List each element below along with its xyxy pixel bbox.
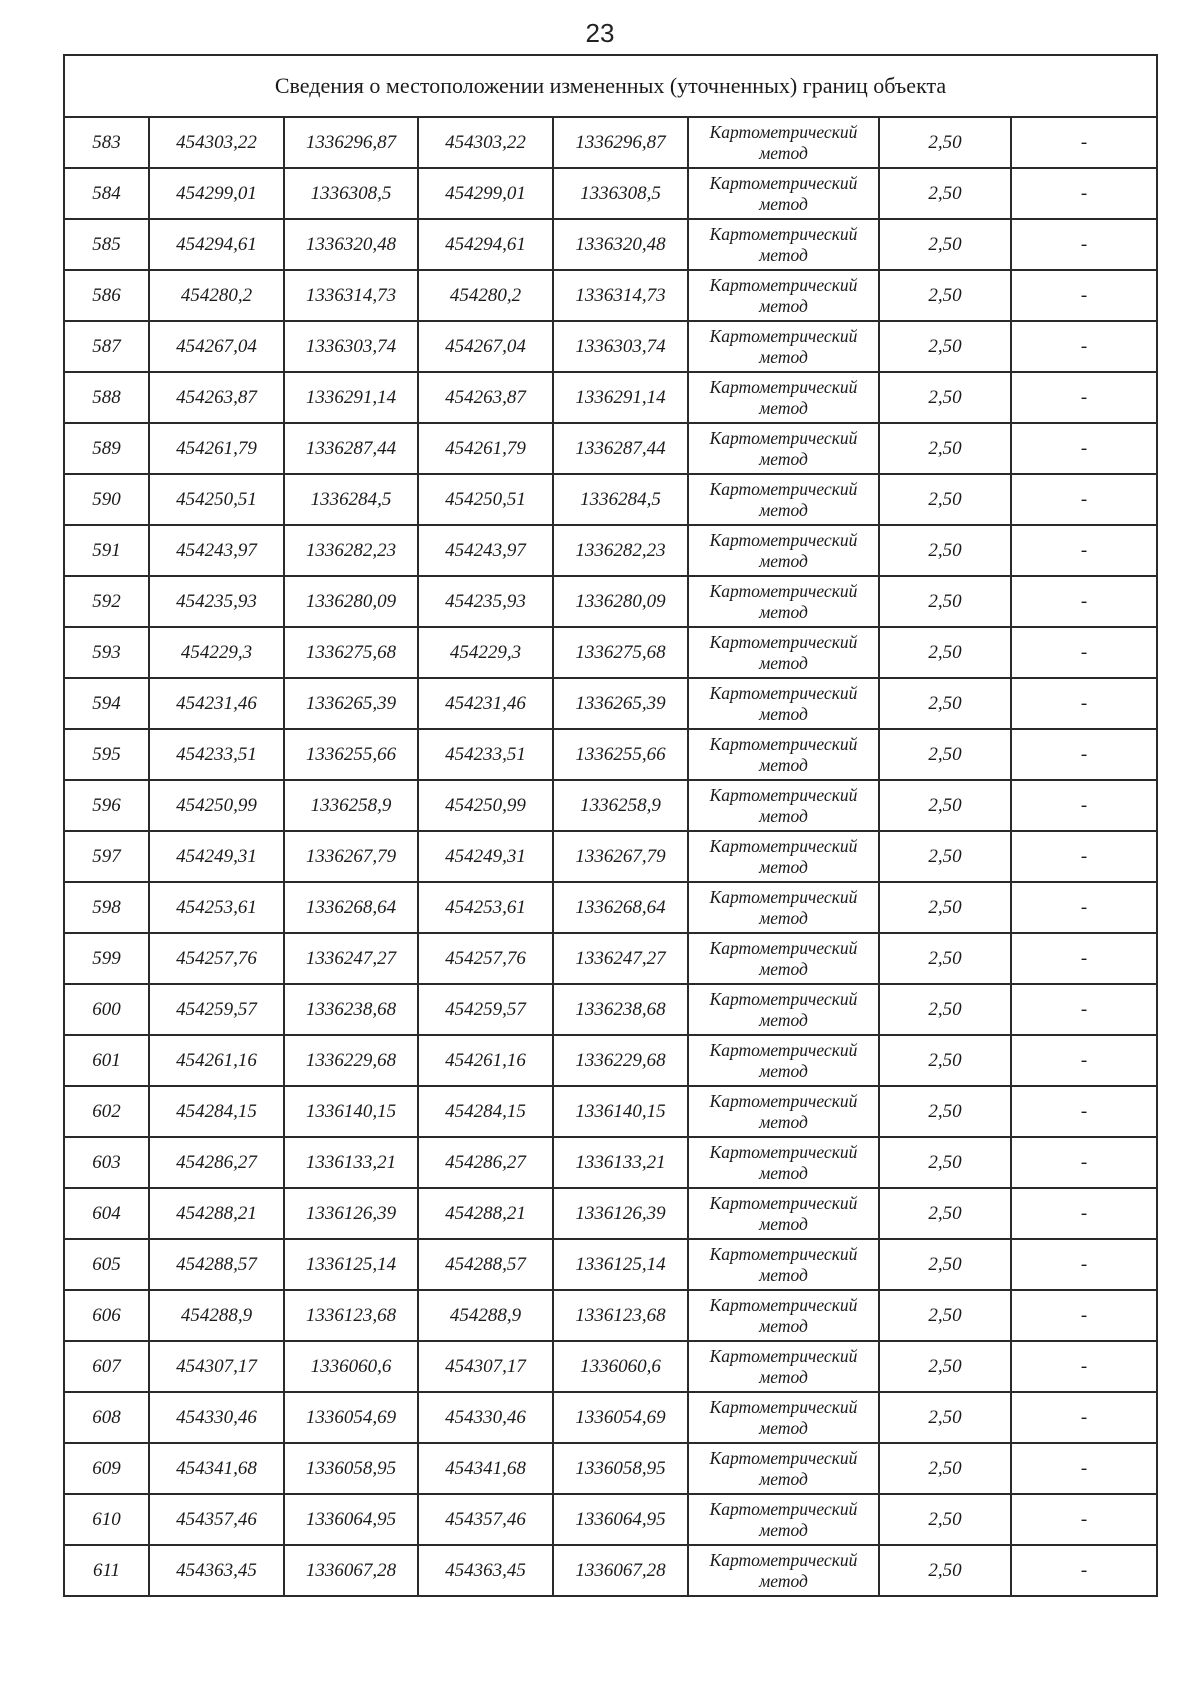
method-cell: Картометрический метод — [688, 372, 879, 423]
point-number-cell: 595 — [64, 729, 149, 780]
point-number-cell: 604 — [64, 1188, 149, 1239]
method-cell: Картометрический метод — [688, 576, 879, 627]
refined-x-cell: 454341,68 — [418, 1443, 553, 1494]
point-number-cell: 606 — [64, 1290, 149, 1341]
existing-x-cell: 454288,21 — [149, 1188, 284, 1239]
existing-y-cell: 1336067,28 — [284, 1545, 418, 1596]
refined-x-cell: 454250,51 — [418, 474, 553, 525]
point-number-cell: 600 — [64, 984, 149, 1035]
accuracy-cell: 2,50 — [879, 831, 1011, 882]
method-cell: Картометрический метод — [688, 1443, 879, 1494]
accuracy-cell: 2,50 — [879, 525, 1011, 576]
point-number-cell: 591 — [64, 525, 149, 576]
table-body — [64, 117, 1157, 1596]
note-cell: - — [1011, 780, 1157, 831]
point-number-cell: 597 — [64, 831, 149, 882]
refined-y-cell: 1336275,68 — [553, 627, 688, 678]
note-cell: - — [1011, 270, 1157, 321]
existing-y-cell: 1336282,23 — [284, 525, 418, 576]
accuracy-cell: 2,50 — [879, 678, 1011, 729]
method-cell: Картометрический метод — [688, 525, 879, 576]
method-cell: Картометрический метод — [688, 168, 879, 219]
note-cell: - — [1011, 1494, 1157, 1545]
note-cell: - — [1011, 525, 1157, 576]
refined-y-cell: 1336229,68 — [553, 1035, 688, 1086]
point-number-cell: 596 — [64, 780, 149, 831]
table-row — [64, 270, 1157, 321]
boundary-coordinates-table — [63, 54, 1158, 1597]
existing-x-cell: 454357,46 — [149, 1494, 284, 1545]
existing-y-cell: 1336287,44 — [284, 423, 418, 474]
existing-x-cell: 454307,17 — [149, 1341, 284, 1392]
refined-y-cell: 1336280,09 — [553, 576, 688, 627]
existing-x-cell: 454249,31 — [149, 831, 284, 882]
refined-x-cell: 454263,87 — [418, 372, 553, 423]
existing-x-cell: 454288,57 — [149, 1239, 284, 1290]
method-cell: Картометрический метод — [688, 1086, 879, 1137]
note-cell: - — [1011, 678, 1157, 729]
existing-y-cell: 1336058,95 — [284, 1443, 418, 1494]
table-row — [64, 525, 1157, 576]
method-cell: Картометрический метод — [688, 117, 879, 168]
refined-y-cell: 1336255,66 — [553, 729, 688, 780]
refined-x-cell: 454284,15 — [418, 1086, 553, 1137]
existing-x-cell: 454284,15 — [149, 1086, 284, 1137]
refined-x-cell: 454231,46 — [418, 678, 553, 729]
existing-x-cell: 454341,68 — [149, 1443, 284, 1494]
existing-x-cell: 454243,97 — [149, 525, 284, 576]
note-cell: - — [1011, 423, 1157, 474]
accuracy-cell: 2,50 — [879, 1137, 1011, 1188]
accuracy-cell: 2,50 — [879, 321, 1011, 372]
refined-x-cell: 454261,79 — [418, 423, 553, 474]
note-cell: - — [1011, 729, 1157, 780]
method-cell: Картометрический метод — [688, 474, 879, 525]
existing-y-cell: 1336064,95 — [284, 1494, 418, 1545]
refined-y-cell: 1336284,5 — [553, 474, 688, 525]
point-number-cell: 587 — [64, 321, 149, 372]
accuracy-cell: 2,50 — [879, 117, 1011, 168]
note-cell: - — [1011, 1239, 1157, 1290]
method-cell: Картометрический метод — [688, 984, 879, 1035]
refined-y-cell: 1336303,74 — [553, 321, 688, 372]
refined-y-cell: 1336060,6 — [553, 1341, 688, 1392]
existing-x-cell: 454280,2 — [149, 270, 284, 321]
table-row — [64, 1086, 1157, 1137]
note-cell: - — [1011, 1137, 1157, 1188]
method-cell: Картометрический метод — [688, 1341, 879, 1392]
refined-y-cell: 1336287,44 — [553, 423, 688, 474]
refined-y-cell: 1336320,48 — [553, 219, 688, 270]
accuracy-cell: 2,50 — [879, 168, 1011, 219]
refined-x-cell: 454330,46 — [418, 1392, 553, 1443]
refined-y-cell: 1336054,69 — [553, 1392, 688, 1443]
existing-y-cell: 1336258,9 — [284, 780, 418, 831]
existing-y-cell: 1336125,14 — [284, 1239, 418, 1290]
method-cell: Картометрический метод — [688, 1545, 879, 1596]
method-cell: Картометрический метод — [688, 1290, 879, 1341]
method-cell: Картометрический метод — [688, 321, 879, 372]
point-number-cell: 598 — [64, 882, 149, 933]
note-cell: - — [1011, 321, 1157, 372]
method-cell: Картометрический метод — [688, 1188, 879, 1239]
existing-x-cell: 454257,76 — [149, 933, 284, 984]
table-row — [64, 1545, 1157, 1596]
refined-y-cell: 1336140,15 — [553, 1086, 688, 1137]
accuracy-cell: 2,50 — [879, 270, 1011, 321]
refined-x-cell: 454233,51 — [418, 729, 553, 780]
refined-y-cell: 1336064,95 — [553, 1494, 688, 1545]
note-cell: - — [1011, 933, 1157, 984]
existing-y-cell: 1336238,68 — [284, 984, 418, 1035]
existing-y-cell: 1336054,69 — [284, 1392, 418, 1443]
existing-x-cell: 454261,79 — [149, 423, 284, 474]
existing-y-cell: 1336229,68 — [284, 1035, 418, 1086]
existing-x-cell: 454250,51 — [149, 474, 284, 525]
refined-y-cell: 1336133,21 — [553, 1137, 688, 1188]
refined-y-cell: 1336058,95 — [553, 1443, 688, 1494]
table-row — [64, 219, 1157, 270]
existing-x-cell: 454235,93 — [149, 576, 284, 627]
accuracy-cell: 2,50 — [879, 219, 1011, 270]
point-number-cell: 584 — [64, 168, 149, 219]
point-number-cell: 599 — [64, 933, 149, 984]
note-cell: - — [1011, 168, 1157, 219]
accuracy-cell: 2,50 — [879, 1086, 1011, 1137]
existing-y-cell: 1336303,74 — [284, 321, 418, 372]
existing-x-cell: 454233,51 — [149, 729, 284, 780]
accuracy-cell: 2,50 — [879, 984, 1011, 1035]
refined-y-cell: 1336125,14 — [553, 1239, 688, 1290]
note-cell: - — [1011, 984, 1157, 1035]
refined-x-cell: 454307,17 — [418, 1341, 553, 1392]
existing-y-cell: 1336314,73 — [284, 270, 418, 321]
point-number-cell: 609 — [64, 1443, 149, 1494]
table-row — [64, 1137, 1157, 1188]
existing-x-cell: 454250,99 — [149, 780, 284, 831]
method-cell: Картометрический метод — [688, 627, 879, 678]
accuracy-cell: 2,50 — [879, 1341, 1011, 1392]
table-row — [64, 678, 1157, 729]
note-cell: - — [1011, 1188, 1157, 1239]
refined-x-cell: 454243,97 — [418, 525, 553, 576]
note-cell: - — [1011, 372, 1157, 423]
refined-y-cell: 1336067,28 — [553, 1545, 688, 1596]
table-row — [64, 321, 1157, 372]
note-cell: - — [1011, 1290, 1157, 1341]
refined-x-cell: 454250,99 — [418, 780, 553, 831]
refined-x-cell: 454303,22 — [418, 117, 553, 168]
existing-y-cell: 1336247,27 — [284, 933, 418, 984]
refined-x-cell: 454286,27 — [418, 1137, 553, 1188]
existing-y-cell: 1336275,68 — [284, 627, 418, 678]
refined-y-cell: 1336308,5 — [553, 168, 688, 219]
refined-y-cell: 1336126,39 — [553, 1188, 688, 1239]
point-number-cell: 593 — [64, 627, 149, 678]
table-row — [64, 372, 1157, 423]
existing-y-cell: 1336255,66 — [284, 729, 418, 780]
point-number-cell: 594 — [64, 678, 149, 729]
method-cell: Картометрический метод — [688, 882, 879, 933]
refined-y-cell: 1336282,23 — [553, 525, 688, 576]
existing-x-cell: 454231,46 — [149, 678, 284, 729]
table-row — [64, 423, 1157, 474]
point-number-cell: 589 — [64, 423, 149, 474]
point-number-cell: 586 — [64, 270, 149, 321]
table-row — [64, 831, 1157, 882]
refined-x-cell: 454357,46 — [418, 1494, 553, 1545]
point-number-cell: 601 — [64, 1035, 149, 1086]
table-row — [64, 729, 1157, 780]
note-cell: - — [1011, 474, 1157, 525]
note-cell: - — [1011, 1341, 1157, 1392]
accuracy-cell: 2,50 — [879, 1188, 1011, 1239]
table-row — [64, 1392, 1157, 1443]
existing-x-cell: 454288,9 — [149, 1290, 284, 1341]
refined-y-cell: 1336314,73 — [553, 270, 688, 321]
existing-x-cell: 454363,45 — [149, 1545, 284, 1596]
existing-y-cell: 1336060,6 — [284, 1341, 418, 1392]
existing-x-cell: 454294,61 — [149, 219, 284, 270]
table-row — [64, 1494, 1157, 1545]
accuracy-cell: 2,50 — [879, 1035, 1011, 1086]
method-cell: Картометрический метод — [688, 423, 879, 474]
note-cell: - — [1011, 1392, 1157, 1443]
method-cell: Картометрический метод — [688, 729, 879, 780]
point-number-cell: 603 — [64, 1137, 149, 1188]
refined-y-cell: 1336291,14 — [553, 372, 688, 423]
existing-y-cell: 1336308,5 — [284, 168, 418, 219]
note-cell: - — [1011, 882, 1157, 933]
table-title: Сведения о местоположении измененных (уточненных) границ объекта — [64, 55, 1157, 117]
accuracy-cell: 2,50 — [879, 933, 1011, 984]
existing-x-cell: 454261,16 — [149, 1035, 284, 1086]
refined-y-cell: 1336265,39 — [553, 678, 688, 729]
table-row — [64, 117, 1157, 168]
table-row — [64, 1188, 1157, 1239]
existing-y-cell: 1336126,39 — [284, 1188, 418, 1239]
accuracy-cell: 2,50 — [879, 576, 1011, 627]
existing-x-cell: 454253,61 — [149, 882, 284, 933]
note-cell: - — [1011, 1086, 1157, 1137]
refined-x-cell: 454299,01 — [418, 168, 553, 219]
table-row — [64, 984, 1157, 1035]
refined-x-cell: 454253,61 — [418, 882, 553, 933]
table-row — [64, 1341, 1157, 1392]
existing-x-cell: 454229,3 — [149, 627, 284, 678]
refined-x-cell: 454261,16 — [418, 1035, 553, 1086]
note-cell: - — [1011, 1035, 1157, 1086]
refined-y-cell: 1336238,68 — [553, 984, 688, 1035]
table-row — [64, 780, 1157, 831]
refined-x-cell: 454249,31 — [418, 831, 553, 882]
refined-x-cell: 454235,93 — [418, 576, 553, 627]
refined-x-cell: 454294,61 — [418, 219, 553, 270]
existing-y-cell: 1336123,68 — [284, 1290, 418, 1341]
accuracy-cell: 2,50 — [879, 1494, 1011, 1545]
table-row — [64, 168, 1157, 219]
refined-x-cell: 454363,45 — [418, 1545, 553, 1596]
existing-y-cell: 1336280,09 — [284, 576, 418, 627]
accuracy-cell: 2,50 — [879, 474, 1011, 525]
existing-y-cell: 1336268,64 — [284, 882, 418, 933]
table-row — [64, 627, 1157, 678]
point-number-cell: 607 — [64, 1341, 149, 1392]
point-number-cell: 602 — [64, 1086, 149, 1137]
accuracy-cell: 2,50 — [879, 729, 1011, 780]
table-row — [64, 474, 1157, 525]
note-cell: - — [1011, 1443, 1157, 1494]
accuracy-cell: 2,50 — [879, 372, 1011, 423]
accuracy-cell: 2,50 — [879, 1290, 1011, 1341]
existing-y-cell: 1336320,48 — [284, 219, 418, 270]
existing-x-cell: 454263,87 — [149, 372, 284, 423]
accuracy-cell: 2,50 — [879, 1443, 1011, 1494]
method-cell: Картометрический метод — [688, 1137, 879, 1188]
refined-x-cell: 454259,57 — [418, 984, 553, 1035]
point-number-cell: 611 — [64, 1545, 149, 1596]
refined-y-cell: 1336296,87 — [553, 117, 688, 168]
point-number-cell: 590 — [64, 474, 149, 525]
method-cell: Картометрический метод — [688, 780, 879, 831]
method-cell: Картометрический метод — [688, 1035, 879, 1086]
refined-x-cell: 454257,76 — [418, 933, 553, 984]
refined-y-cell: 1336258,9 — [553, 780, 688, 831]
accuracy-cell: 2,50 — [879, 1392, 1011, 1443]
note-cell: - — [1011, 117, 1157, 168]
existing-x-cell: 454267,04 — [149, 321, 284, 372]
accuracy-cell: 2,50 — [879, 882, 1011, 933]
method-cell: Картометрический метод — [688, 1392, 879, 1443]
existing-y-cell: 1336267,79 — [284, 831, 418, 882]
existing-x-cell: 454303,22 — [149, 117, 284, 168]
refined-y-cell: 1336267,79 — [553, 831, 688, 882]
existing-y-cell: 1336296,87 — [284, 117, 418, 168]
accuracy-cell: 2,50 — [879, 1239, 1011, 1290]
point-number-cell: 588 — [64, 372, 149, 423]
accuracy-cell: 2,50 — [879, 627, 1011, 678]
accuracy-cell: 2,50 — [879, 423, 1011, 474]
point-number-cell: 592 — [64, 576, 149, 627]
method-cell: Картометрический метод — [688, 270, 879, 321]
existing-x-cell: 454286,27 — [149, 1137, 284, 1188]
refined-x-cell: 454288,21 — [418, 1188, 553, 1239]
refined-x-cell: 454288,9 — [418, 1290, 553, 1341]
note-cell: - — [1011, 576, 1157, 627]
existing-y-cell: 1336291,14 — [284, 372, 418, 423]
method-cell: Картометрический метод — [688, 678, 879, 729]
existing-y-cell: 1336284,5 — [284, 474, 418, 525]
page-number: 23 — [585, 18, 615, 48]
table-row — [64, 933, 1157, 984]
accuracy-cell: 2,50 — [879, 780, 1011, 831]
refined-y-cell: 1336247,27 — [553, 933, 688, 984]
point-number-cell: 585 — [64, 219, 149, 270]
note-cell: - — [1011, 831, 1157, 882]
point-number-cell: 610 — [64, 1494, 149, 1545]
table-row — [64, 1290, 1157, 1341]
table-row — [64, 1239, 1157, 1290]
method-cell: Картометрический метод — [688, 1239, 879, 1290]
point-number-cell: 608 — [64, 1392, 149, 1443]
refined-x-cell: 454288,57 — [418, 1239, 553, 1290]
refined-y-cell: 1336123,68 — [553, 1290, 688, 1341]
note-cell: - — [1011, 219, 1157, 270]
point-number-cell: 583 — [64, 117, 149, 168]
existing-x-cell: 454330,46 — [149, 1392, 284, 1443]
table-row — [64, 882, 1157, 933]
table-row — [64, 1443, 1157, 1494]
method-cell: Картометрический метод — [688, 1494, 879, 1545]
refined-x-cell: 454280,2 — [418, 270, 553, 321]
refined-x-cell: 454267,04 — [418, 321, 553, 372]
note-cell: - — [1011, 627, 1157, 678]
existing-y-cell: 1336265,39 — [284, 678, 418, 729]
refined-y-cell: 1336268,64 — [553, 882, 688, 933]
existing-x-cell: 454299,01 — [149, 168, 284, 219]
method-cell: Картометрический метод — [688, 219, 879, 270]
table-row — [64, 1035, 1157, 1086]
point-number-cell: 605 — [64, 1239, 149, 1290]
existing-x-cell: 454259,57 — [149, 984, 284, 1035]
refined-x-cell: 454229,3 — [418, 627, 553, 678]
method-cell: Картометрический метод — [688, 831, 879, 882]
method-cell: Картометрический метод — [688, 933, 879, 984]
existing-y-cell: 1336133,21 — [284, 1137, 418, 1188]
table-row — [64, 576, 1157, 627]
accuracy-cell: 2,50 — [879, 1545, 1011, 1596]
note-cell: - — [1011, 1545, 1157, 1596]
existing-y-cell: 1336140,15 — [284, 1086, 418, 1137]
